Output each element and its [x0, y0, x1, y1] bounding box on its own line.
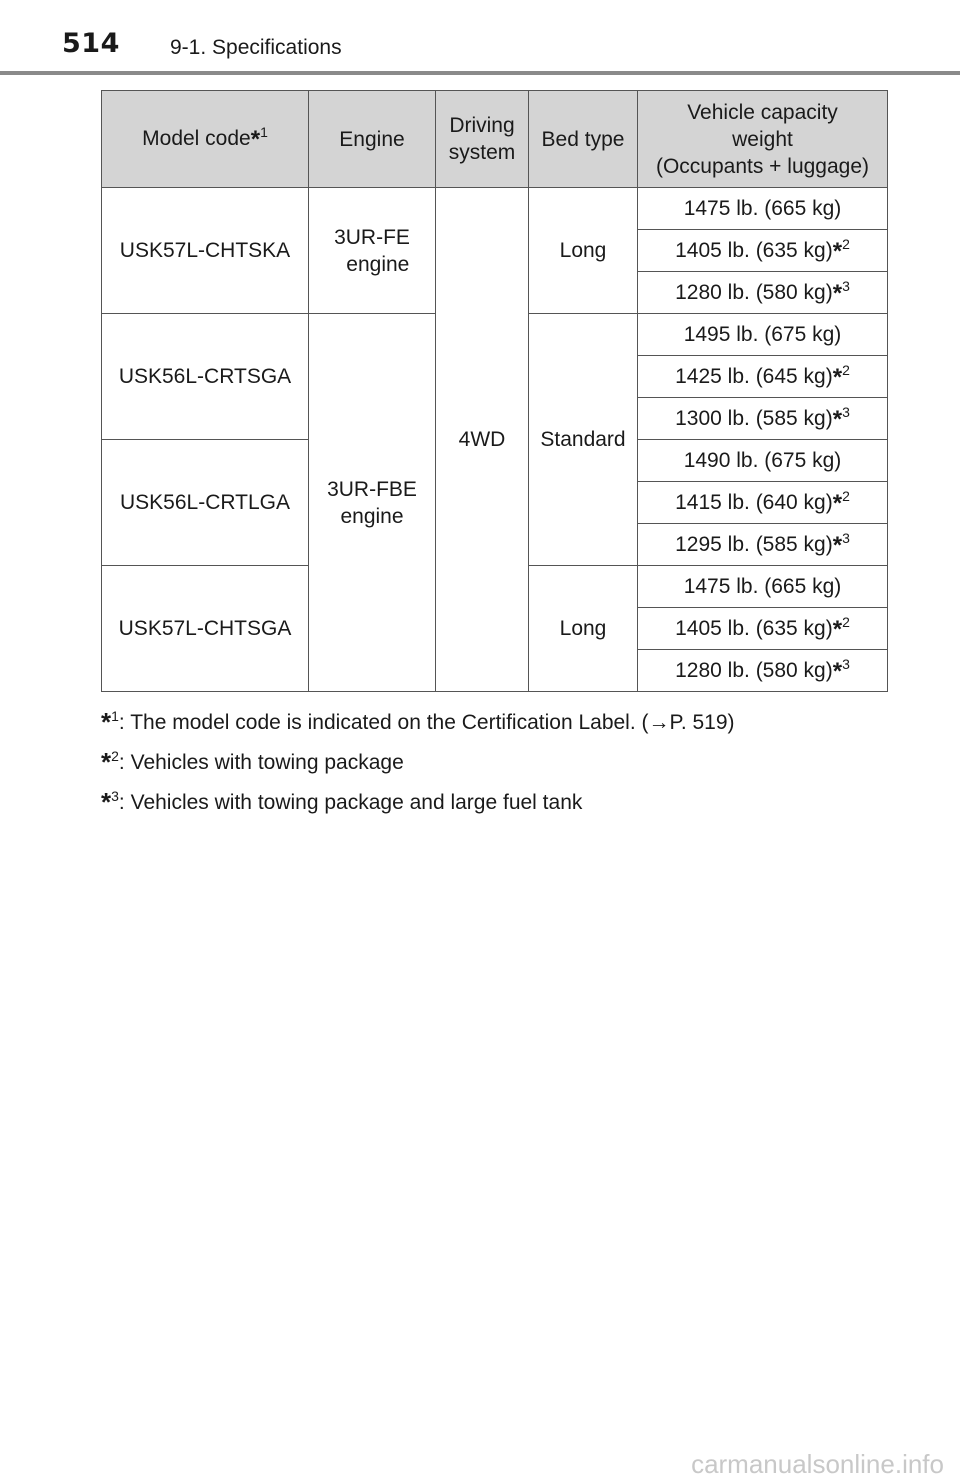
capacity-cell: 1490 lb. (675 kg) — [638, 440, 888, 482]
capacity-cell: 1475 lb. (665 kg) — [638, 566, 888, 608]
model-code-cell: USK57L-CHTSKA — [102, 188, 309, 314]
footnote-3: *$^3$: Vehicles with towing package and large fuel tank — [101, 787, 583, 817]
footnote-asterisk-icon: * — [101, 747, 112, 777]
table-header-row — [102, 91, 888, 188]
bed-type-cell: Long — [529, 188, 638, 314]
model-code-cell: USK57L-CHTSGA — [102, 566, 309, 692]
arrow-right-icon: → — [648, 711, 670, 734]
column-header-model-code: Model code*$^1$ — [102, 91, 309, 188]
capacity-cell: 1280 lb. (580 kg)*$^3$ — [638, 650, 888, 692]
bed-type-cell: Standard — [529, 314, 638, 566]
capacity-cell: 1405 lb. (635 kg)*$^2$ — [638, 608, 888, 650]
column-header-bed-type: Bed type — [529, 91, 638, 188]
footnote-asterisk-icon: * — [832, 405, 843, 433]
footnote-1: *$^1$: The model code is indicated on the Certification Label. (→P. 519) — [101, 707, 735, 737]
capacity-cell: 1295 lb. (585 kg)*$^3$ — [638, 524, 888, 566]
capacity-cell: 1475 lb. (665 kg) — [638, 188, 888, 230]
capacity-cell: 1495 lb. (675 kg) — [638, 314, 888, 356]
page-reference[interactable]: P. 519) — [669, 711, 735, 734]
engine-cell: 3UR-FE engine — [309, 188, 436, 314]
model-code-cell: USK56L-CRTSGA — [102, 314, 309, 440]
capacity-cell: 1280 lb. (580 kg)*$^3$ — [638, 272, 888, 314]
watermark: carmanualsonline.info — [691, 1449, 944, 1479]
capacity-cell: 1425 lb. (645 kg)*$^2$ — [638, 356, 888, 398]
column-header-driving-system: Driving system — [436, 91, 529, 188]
capacity-cell: 1405 lb. (635 kg)*$^2$ — [638, 230, 888, 272]
footnote-asterisk-icon: * — [832, 363, 843, 391]
table-row — [102, 188, 888, 230]
model-code-cell: USK56L-CRTLGA — [102, 440, 309, 566]
section-title: 9-1. Specifications — [170, 36, 342, 59]
footnotes — [101, 702, 921, 822]
vehicle-capacity-table — [101, 90, 888, 692]
capacity-cell: 1415 lb. (640 kg)*$^2$ — [638, 482, 888, 524]
footnote-asterisk-icon: * — [101, 787, 112, 817]
driving-system-cell: 4WD — [436, 188, 529, 692]
header-divider — [0, 71, 960, 75]
footnote-asterisk-icon: * — [250, 126, 261, 153]
footnote-asterisk-icon: * — [101, 707, 112, 737]
footnote-2: *$^2$: Vehicles with towing package — [101, 747, 404, 777]
footnote-asterisk-icon: * — [832, 237, 843, 265]
footnote-asterisk-icon: * — [832, 657, 843, 685]
page-number: 514 — [62, 28, 120, 59]
capacity-cell: 1300 lb. (585 kg)*$^3$ — [638, 398, 888, 440]
footnote-asterisk-icon: * — [832, 615, 843, 643]
footnote-asterisk-icon: * — [832, 279, 843, 307]
column-header-capacity-weight: Vehicle capacity weight (Occupants + luggage) — [638, 91, 888, 188]
footnote-asterisk-icon: * — [832, 489, 843, 517]
engine-cell: 3UR-FBE engine — [309, 314, 436, 692]
page-header — [0, 0, 960, 76]
bed-type-cell: Long — [529, 566, 638, 692]
footnote-asterisk-icon: * — [832, 531, 843, 559]
column-header-engine: Engine — [309, 91, 436, 188]
